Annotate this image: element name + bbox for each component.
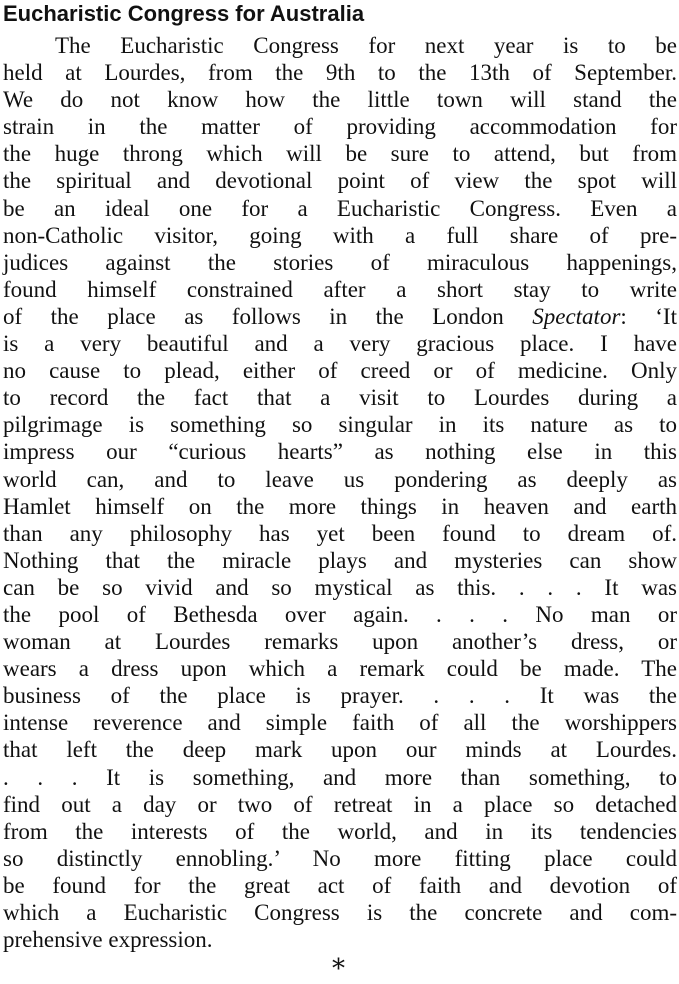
text-line: that left the deep mark upon our minds at Lourdes. xyxy=(3,737,677,763)
text-line: which a Eucharistic Congress is the concrete and com- xyxy=(3,900,677,925)
article xyxy=(3,0,677,953)
text-line: can be so vivid and so mystical as this. . . . It was xyxy=(3,574,677,600)
text-line: intense reverence and simple faith of all the worshippers xyxy=(3,710,677,736)
text-line: from the interests of the world, and in its tendencies xyxy=(3,818,677,844)
text-line: no cause to plead, either of creed or of medicine. Only xyxy=(3,358,677,384)
article-title: Eucharistic Congress for Australia xyxy=(3,1,365,26)
text-run: : ‘It xyxy=(620,303,677,329)
text-line: held at Lourdes, from the 9th to the 13th of September. xyxy=(3,60,677,86)
asterisk-separator: * xyxy=(332,954,345,984)
text-line: be found for the great act of faith and devotion of xyxy=(3,872,677,898)
text-line: strain in the matter of providing accommodation for xyxy=(3,114,677,140)
text-line: the pool of Bethesda over again. . . . No man or xyxy=(3,601,677,627)
article-body xyxy=(3,32,677,953)
text-line: business of the place is prayer. . . . It was the xyxy=(3,683,677,709)
text-line: found himself constrained after a short stay to write xyxy=(3,276,677,302)
text-line: The Eucharistic Congress for next year is to be xyxy=(55,33,677,58)
text-line: find out a day or two of retreat in a place so detached xyxy=(3,791,677,817)
text-line: woman at Lourdes remarks upon another’s dress, or xyxy=(3,629,677,655)
text-line-with-italic xyxy=(3,303,677,330)
text-line: wears a dress upon which a remark could be made. The xyxy=(3,656,677,682)
text-line: than any philosophy has yet been found to dream of. xyxy=(3,520,677,546)
text-line: judices against the stories of miraculous happenings, xyxy=(3,249,677,275)
text-line: the spiritual and devotional point of view the spot will xyxy=(3,168,677,194)
italic-title: Spectator xyxy=(532,303,621,329)
text-line: to record the fact that a visit to Lourdes during a xyxy=(3,385,677,411)
text-line: is a very beautiful and a very gracious place. I have xyxy=(3,331,677,357)
text-line: non-Catholic visitor, going with a full share of pre- xyxy=(3,222,677,248)
text-line: Nothing that the miracle plays and mysteries can show xyxy=(3,547,677,573)
text-line: so distinctly ennobling.’ No more fitting place could xyxy=(3,845,677,871)
text-line: the huge throng which will be sure to attend, but from xyxy=(3,141,677,167)
text-line: Hamlet himself on the more things in heaven and earth xyxy=(3,493,677,519)
text-line: impress our “curious hearts” as nothing else in this xyxy=(3,439,677,465)
text-line: pilgrimage is something so singular in its nature as to xyxy=(3,412,677,438)
text-line: world can, and to leave us pondering as deeply as xyxy=(3,466,677,492)
text-line: prehensive expression. xyxy=(3,927,213,953)
text-run: of the place as follows in the London xyxy=(3,303,533,329)
text-line: We do not know how the little town will stand the xyxy=(3,87,677,113)
text-line: be an ideal one for a Eucharistic Congress. Even a xyxy=(3,195,677,221)
text-line: . . . It is something, and more than something, to xyxy=(3,764,677,790)
